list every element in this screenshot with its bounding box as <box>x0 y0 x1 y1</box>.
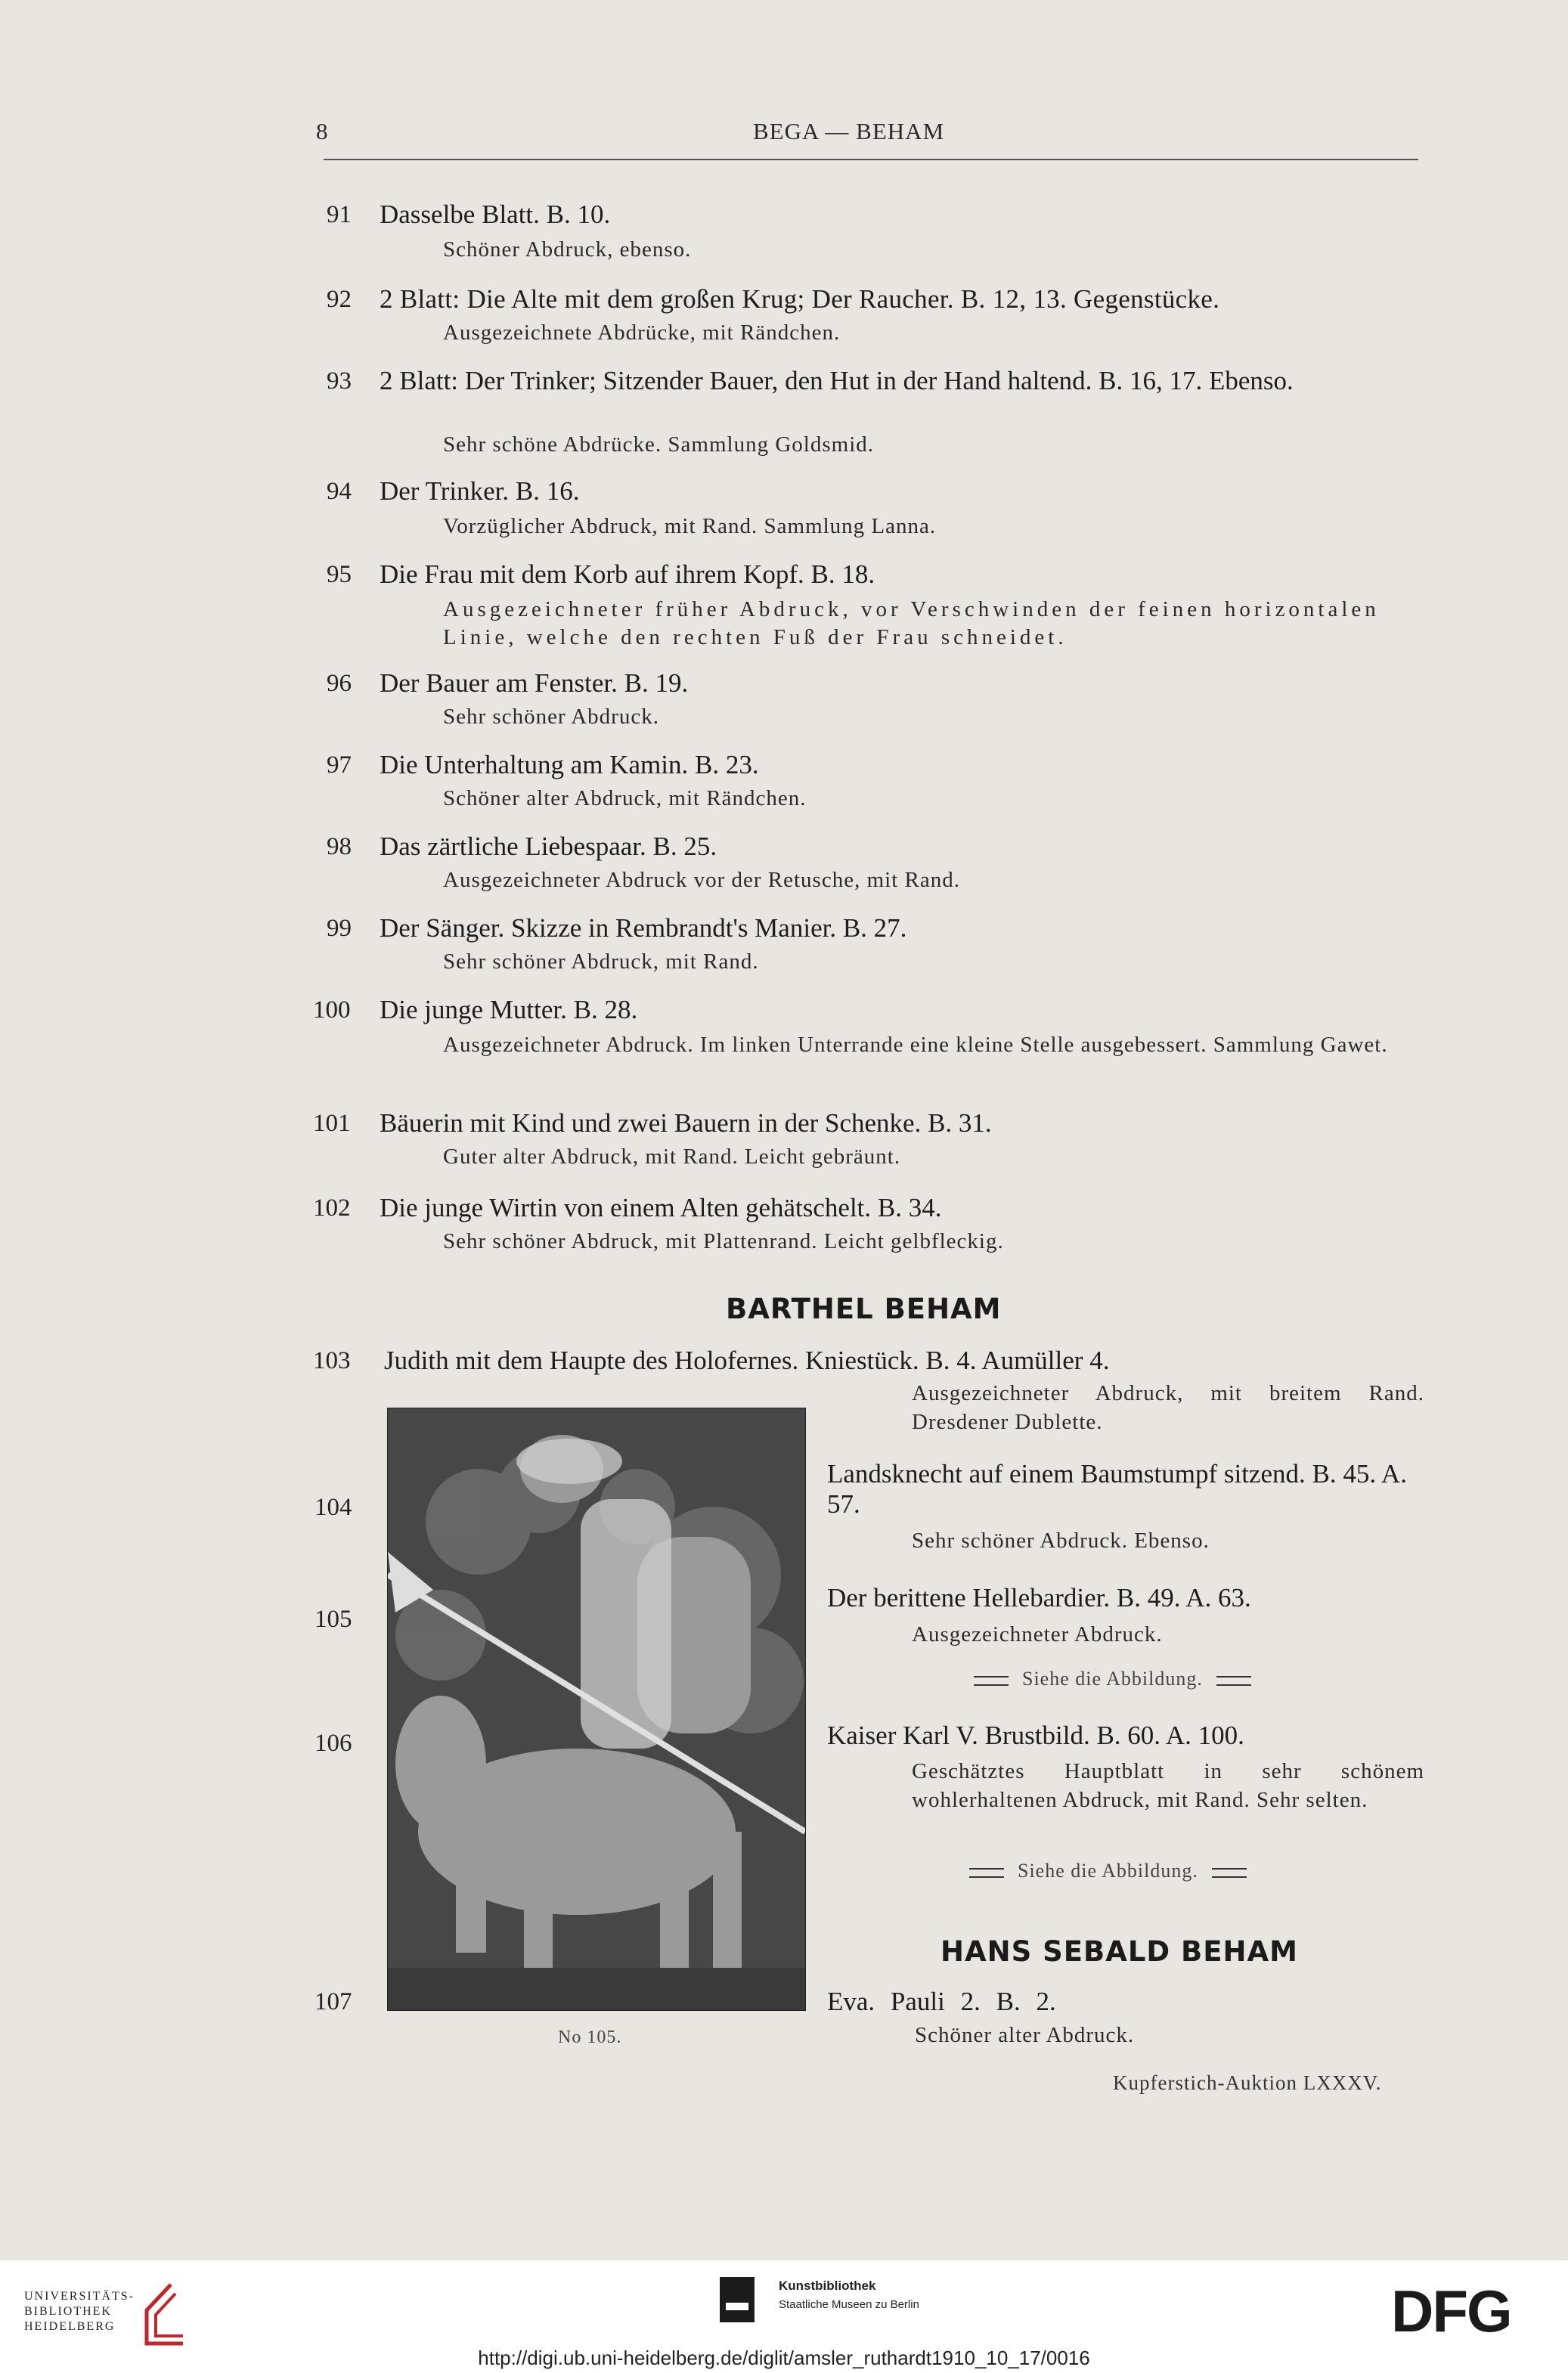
plate-caption: No 105. <box>558 2028 622 2047</box>
entry-title: Der Sänger. Skizze in Rembrandt's Manier. B. 27. <box>380 913 907 943</box>
entry-description: Guter alter Abdruck, mit Rand. Leicht gebräunt. <box>443 1145 901 1169</box>
entry-title: Landsknecht auf einem Baumstumpf sitzend. B. 45. A. 57. <box>827 1459 1407 1519</box>
entry-number: 97 <box>327 751 352 779</box>
entry-title: Bäuerin mit Kind und zwei Bauern in der Schenke. B. 31. <box>380 1108 992 1138</box>
entry-title: Kaiser Karl V. Brustbild. B. 60. A. 100. <box>827 1721 1244 1750</box>
dfg-logo: DFG <box>1391 2278 1511 2344</box>
see-illustration-note <box>960 1668 1265 1690</box>
entry-title: Die junge Mutter. B. 28. <box>380 995 638 1024</box>
entry-title: Das zärtliche Liebespaar. B. 25. <box>380 832 717 861</box>
kunstbibliothek-title: Kunstbibliothek <box>779 2279 876 2293</box>
entry-title: Der Trinker. B. 16. <box>380 476 580 506</box>
entry-number: 92 <box>327 286 352 313</box>
entry-description: Ausgezeichnete Abdrücke, mit Rändchen. <box>443 321 841 345</box>
entry-description: Ausgezeichneter früher Abdruck, vor Verschwinden der feinen horizontalen Linie, welche den rechten Fuß der Frau schneidet. <box>443 597 1380 649</box>
entry-description: Schöner alter Abdruck. <box>915 2023 1135 2047</box>
entry-description: Sehr schöne Abdrücke. Sammlung Goldsmid. <box>443 432 875 457</box>
entry-number: 98 <box>327 833 352 860</box>
entry-number: 105 <box>315 1606 352 1633</box>
double-rule-icon <box>1212 1868 1247 1878</box>
entry-title: 2 Blatt: Die Alte mit dem großen Krug; Der Raucher. B. 12, 13. Gegenstücke. <box>380 284 1220 314</box>
double-rule-icon <box>974 1676 1009 1686</box>
entry-number: 100 <box>313 996 351 1024</box>
see-illustration-text: Siehe die Abbildung. <box>1022 1668 1203 1690</box>
entry-title: Die junge Wirtin von einem Alten gehätschelt. B. 34. <box>380 1193 942 1222</box>
entry-number: 99 <box>327 915 352 942</box>
entry-title: Judith mit dem Haupte des Holofernes. Kniestück. B. 4. Aumüller 4. <box>384 1346 1110 1375</box>
entry-number: 95 <box>327 561 352 588</box>
entry-number: 101 <box>313 1110 351 1137</box>
entry-description: Ausgezeichneter Abdruck vor der Retusche, mit Rand. <box>443 868 960 892</box>
double-rule-icon <box>1216 1676 1251 1686</box>
library-name-line: BIBLIOTHEK <box>24 2305 112 2318</box>
entry-description: Sehr schöner Abdruck, mit Plattenrand. Leicht gelbfleckig. <box>443 1229 1004 1253</box>
entry-description: Schöner Abdruck, ebenso. <box>443 237 692 262</box>
entry-title: Der berittene Hellebardier. B. 49. A. 63. <box>827 1583 1251 1612</box>
see-illustration-text: Siehe die Abbildung. <box>1018 1860 1198 1882</box>
entry-number: 93 <box>327 367 352 395</box>
entry-description: Schöner alter Abdruck, mit Rändchen. <box>443 786 807 810</box>
see-illustration-note <box>956 1860 1260 1882</box>
entry-description: Sehr schöner Abdruck, mit Rand. <box>443 950 759 974</box>
entry-number: 107 <box>315 1988 352 2015</box>
entry-title: Eva. Pauli 2. B. 2. <box>827 1987 1056 2016</box>
page-number: 8 <box>316 118 329 144</box>
entry-description: Ausgezeichneter Abdruck, mit breitem Rand. Dresdener Dublette. <box>912 1381 1424 1434</box>
entry-title: Die Frau mit dem Korb auf ihrem Kopf. B. 18. <box>380 559 875 589</box>
entry-description: Sehr schöner Abdruck. Ebenso. <box>912 1529 1210 1553</box>
entry-description: Ausgezeichneter Abdruck. Im linken Unterrande eine kleine Stelle ausgebessert. Sammlung Gawet. <box>443 1033 1388 1057</box>
entry-number: 91 <box>327 201 352 228</box>
entry-description: Geschätztes Hauptblatt in sehr schönem wohlerhaltenen Abdruck, mit Rand. Sehr selten. <box>912 1759 1424 1812</box>
running-title: BEGA — BEHAM <box>753 118 945 144</box>
engraving-image <box>388 1408 805 2010</box>
entry-number: 103 <box>313 1347 351 1374</box>
ub-heidelberg-logo-text <box>24 2289 135 2334</box>
library-name-line: HEIDELBERG <box>24 2320 116 2333</box>
section-heading-barthel-beham: BARTHEL BEHAM <box>726 1293 1002 1325</box>
ub-heidelberg-logo-icon <box>141 2280 189 2348</box>
entry-description: Vorzüglicher Abdruck, mit Rand. Sammlung Lanna. <box>443 514 937 538</box>
entry-number: 94 <box>327 478 352 505</box>
entry-title: Dasselbe Blatt. B. 10. <box>380 200 611 229</box>
engraving-illustration <box>387 1408 806 2011</box>
kunstbibliothek-subtitle: Staatliche Museen zu Berlin <box>779 2298 919 2311</box>
catalogue-note: Kupferstich-Auktion LXXXV. <box>1113 2071 1382 2094</box>
entry-number: 104 <box>315 1494 352 1521</box>
entry-title: 2 Blatt: Der Trinker; Sitzender Bauer, den Hut in der Hand haltend. B. 16, 17. Ebenso. <box>380 366 1294 395</box>
entry-number: 96 <box>327 670 352 697</box>
kunstbibliothek-logo-icon <box>720 2277 755 2322</box>
entry-number: 102 <box>313 1194 351 1222</box>
double-rule-icon <box>969 1868 1004 1878</box>
permalink-url[interactable]: http://digi.ub.uni-heidelberg.de/diglit/amsler_ruthardt1910_10_17/0016 <box>478 2347 1090 2369</box>
header-rule <box>324 159 1418 160</box>
entry-title: Der Bauer am Fenster. B. 19. <box>380 668 689 698</box>
entry-title: Die Unterhaltung am Kamin. B. 23. <box>380 750 759 779</box>
entry-number: 106 <box>315 1730 352 1757</box>
library-name-line: UNIVERSITÄTS- <box>24 2290 135 2303</box>
digitization-footer <box>0 2260 1568 2373</box>
entry-description: Ausgezeichneter Abdruck. <box>912 1622 1163 1647</box>
entry-description: Sehr schöner Abdruck. <box>443 705 659 729</box>
section-heading-hans-sebald-beham: HANS SEBALD BEHAM <box>940 1935 1298 1968</box>
